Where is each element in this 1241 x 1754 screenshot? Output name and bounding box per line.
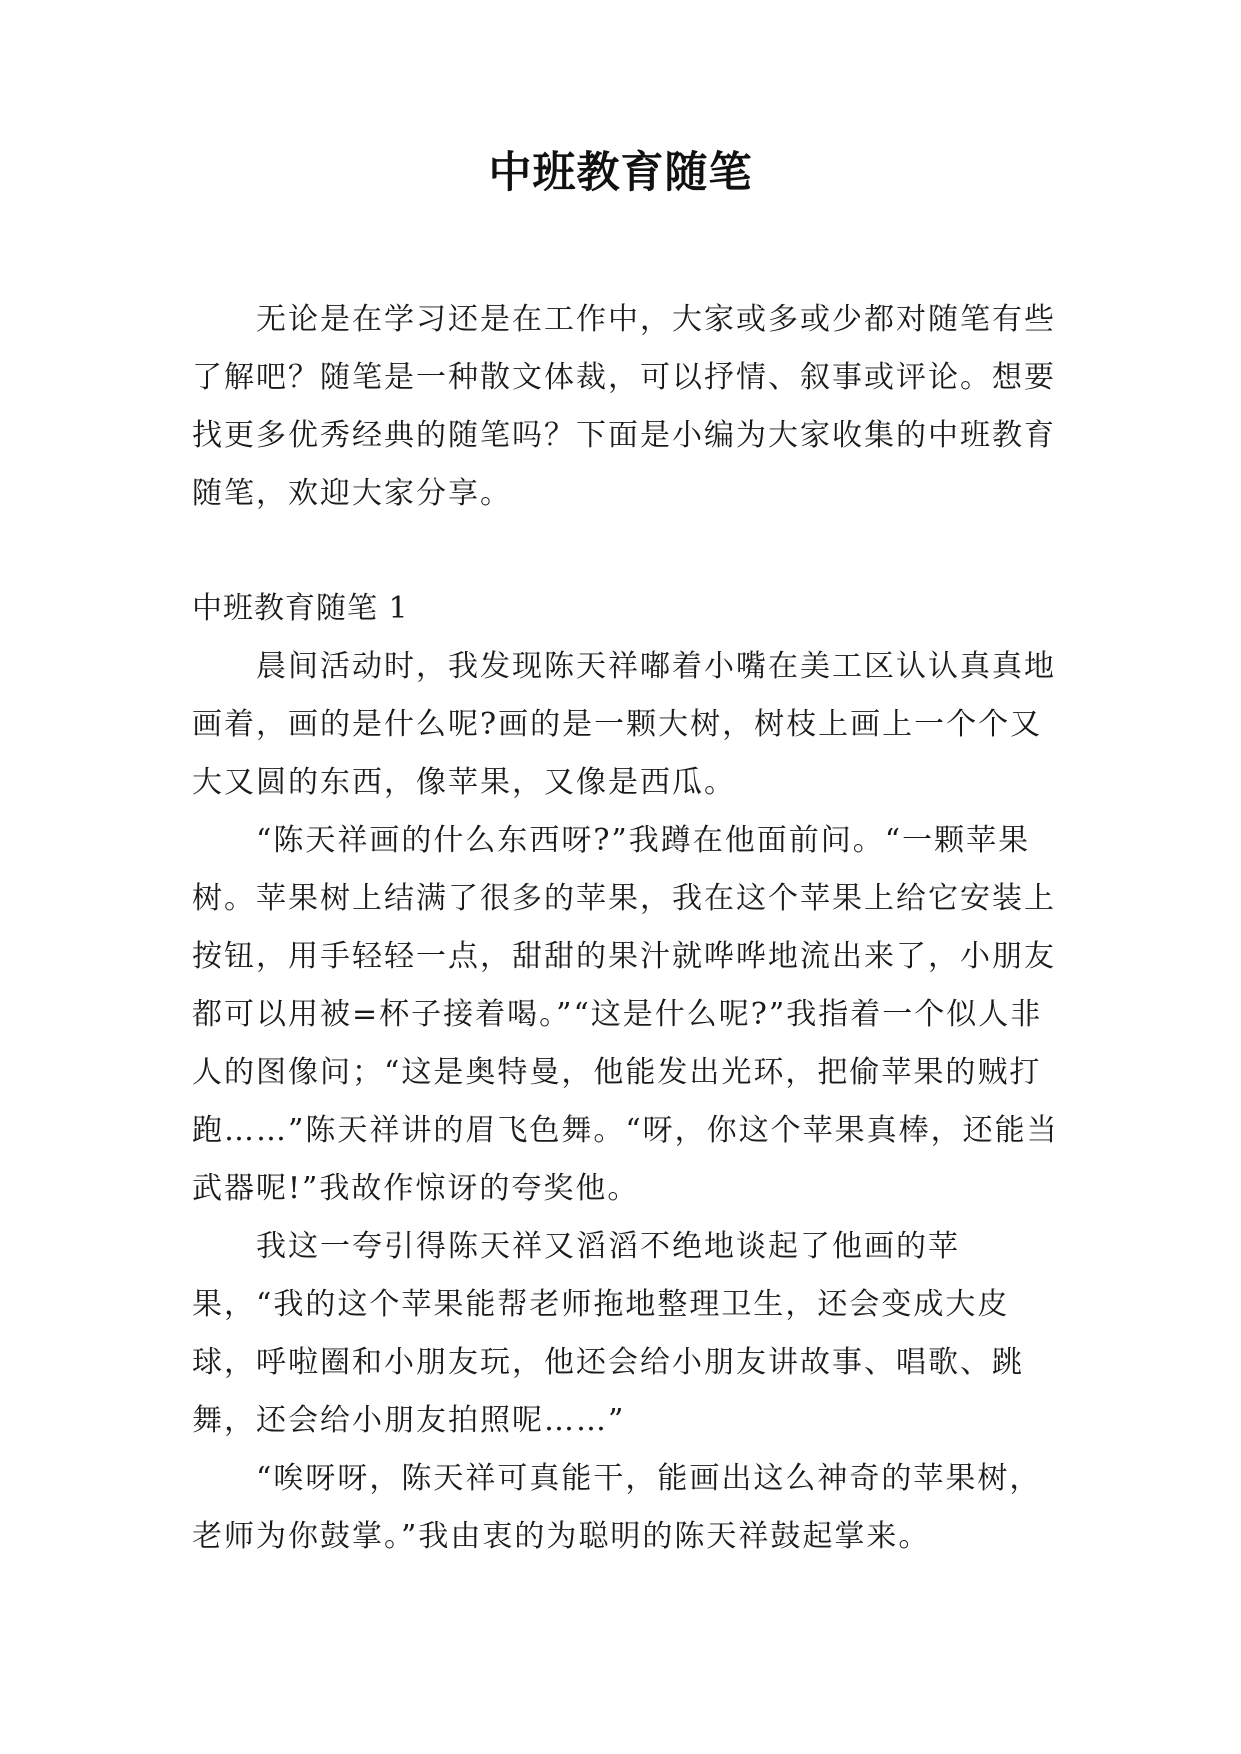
document-title: 中班教育随笔 bbox=[488, 148, 753, 198]
intro-block bbox=[192, 291, 1060, 531]
intro-paragraph: 无论是在学习还是在工作中，大家或多或少都对随笔有些了解吧？随笔是一种散文体裁，可以抒情、叙事或评论。想要找更多优秀经典的随笔吗？下面是小编为大家收集的中班教育随笔，欢迎大家分享。 bbox=[192, 302, 1056, 511]
body-paragraph: “陈天祥画的什么东西呀?”我蹲在他面前问。“一颗苹果树。苹果树上结满了很多的苹果，我在这个苹果上给它安装上按钮，用手轻轻一点，甜甜的果汁就哗哗地流出来了，小朋友都可以用被=杯子接着喝。”“这是什么呢?”我指着一个似人非人的图像问；“这是奥特曼，他能发出光环，把偷苹果的贼打跑……”陈天祥讲的眉飞色舞。“呀，你这个苹果真棒，还能当武器呢!”我故作惊讶的夸奖他。 bbox=[192, 823, 1059, 1206]
section-heading: 中班教育随笔 1 bbox=[192, 591, 409, 626]
body-paragraph: 我这一夸引得陈天祥又滔滔不绝地谈起了他画的苹果，“我的这个苹果能帮老师拖地整理卫生，还会变成大皮球，呼啦圈和小朋友玩，他还会给小朋友讲故事、唱歌、跳舞，还会给小朋友拍照呢……” bbox=[192, 1229, 1024, 1438]
body-paragraph: “唉呀呀，陈天祥可真能干，能画出这么神奇的苹果树，老师为你鼓掌。”我由衷的为聪明的陈天祥鼓起掌来。 bbox=[192, 1461, 1042, 1554]
article-block bbox=[192, 580, 1060, 1610]
body-paragraph: 晨间活动时，我发现陈天祥嘟着小嘴在美工区认认真真地画着，画的是什么呢?画的是一颗大树，树枝上画上一个个又大又圆的东西，像苹果，又像是西瓜。 bbox=[192, 649, 1056, 800]
